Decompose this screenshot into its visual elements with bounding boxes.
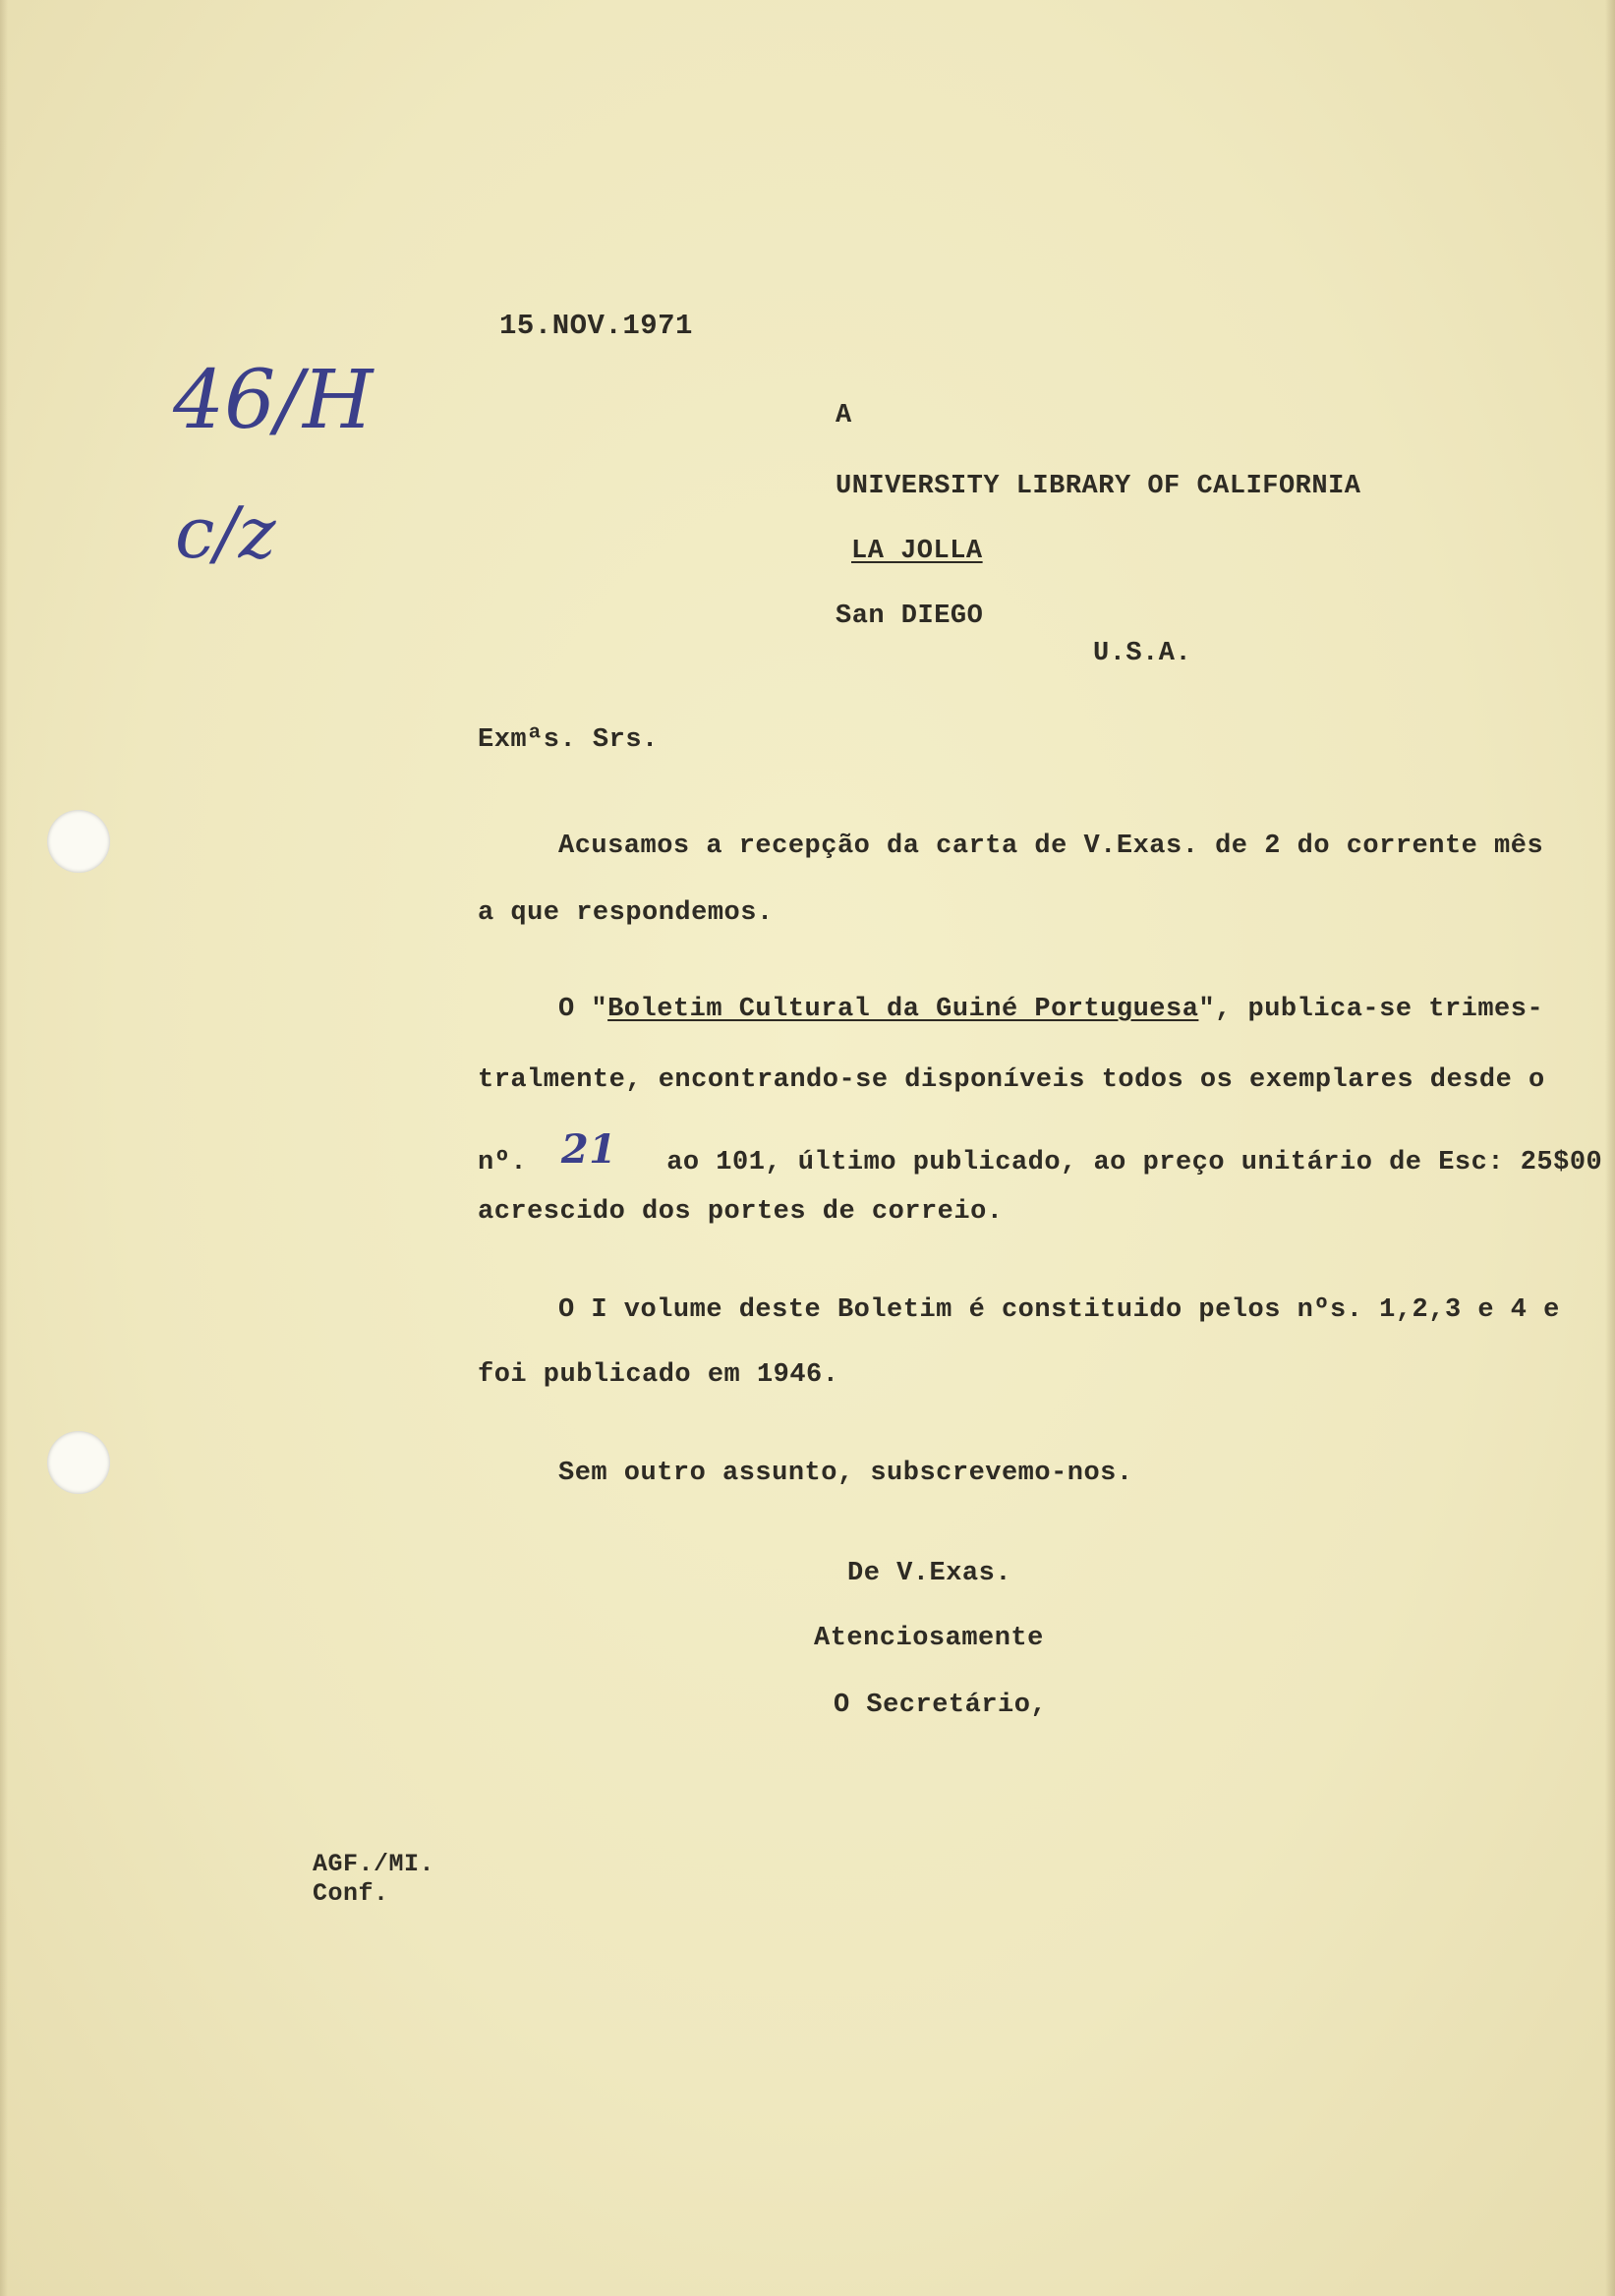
paragraph-2-quote-open: O ": [558, 995, 608, 1024]
recipient-country: U.S.A.: [1093, 639, 1192, 668]
paragraph-2-line-2: tralmente, encontrando-se disponíveis todos os exemplares desde o: [478, 1065, 1545, 1095]
paragraph-2-line-1-end: ", publica-se trimes-: [1198, 995, 1544, 1024]
paragraph-3-line-1: O I volume deste Boletim é constituido pelos nºs. 1,2,3 e 4 e: [558, 1295, 1560, 1325]
handwritten-issue-number: 21: [560, 1126, 617, 1173]
handwritten-file-reference: 46/H: [173, 354, 374, 447]
letter-date: 15.NOV.1971: [499, 310, 693, 342]
number-prefix: nº.: [478, 1148, 528, 1177]
paragraph-1-line-1: Acusamos a recepção da carta de V.Exas. de 2 do corrente mês: [558, 832, 1544, 861]
paragraph-2-line-1: [558, 995, 1543, 1024]
closing-line-2: De V.Exas.: [847, 1559, 1012, 1588]
initials-line-2: Conf.: [313, 1879, 389, 1908]
paragraph-2-line-4: acrescido dos portes de correio.: [478, 1197, 1004, 1227]
price-text: ao 101, último publicado, ao preço unitário de Esc: 25$00: [666, 1148, 1603, 1177]
punch-hole-top: [47, 810, 110, 873]
bulletin-title: Boletim Cultural da Guiné Portuguesa: [607, 995, 1199, 1024]
punch-hole-bottom: [47, 1431, 110, 1494]
paragraph-2-line-3: [478, 1126, 1603, 1178]
signature-title: O Secretário,: [834, 1691, 1048, 1720]
initials-line-1: AGF./MI.: [313, 1850, 435, 1878]
recipient-prefix: A: [836, 401, 852, 430]
closing-line-1: Sem outro assunto, subscrevemo-nos.: [558, 1459, 1133, 1488]
recipient-name: UNIVERSITY LIBRARY OF CALIFORNIA: [836, 472, 1361, 501]
paper-edge-right: [1605, 0, 1615, 2296]
paragraph-3-line-2: foi publicado em 1946.: [478, 1360, 839, 1390]
paper-edge-left: [0, 0, 8, 2296]
recipient-place: LA JOLLA: [851, 537, 983, 566]
paragraph-1-line-2: a que respondemos.: [478, 898, 774, 928]
recipient-city: San DIEGO: [836, 602, 984, 631]
closing-line-3: Atenciosamente: [814, 1624, 1044, 1653]
handwritten-copy-note: c/z: [175, 491, 276, 574]
salutation: Exmªs. Srs.: [478, 725, 659, 755]
